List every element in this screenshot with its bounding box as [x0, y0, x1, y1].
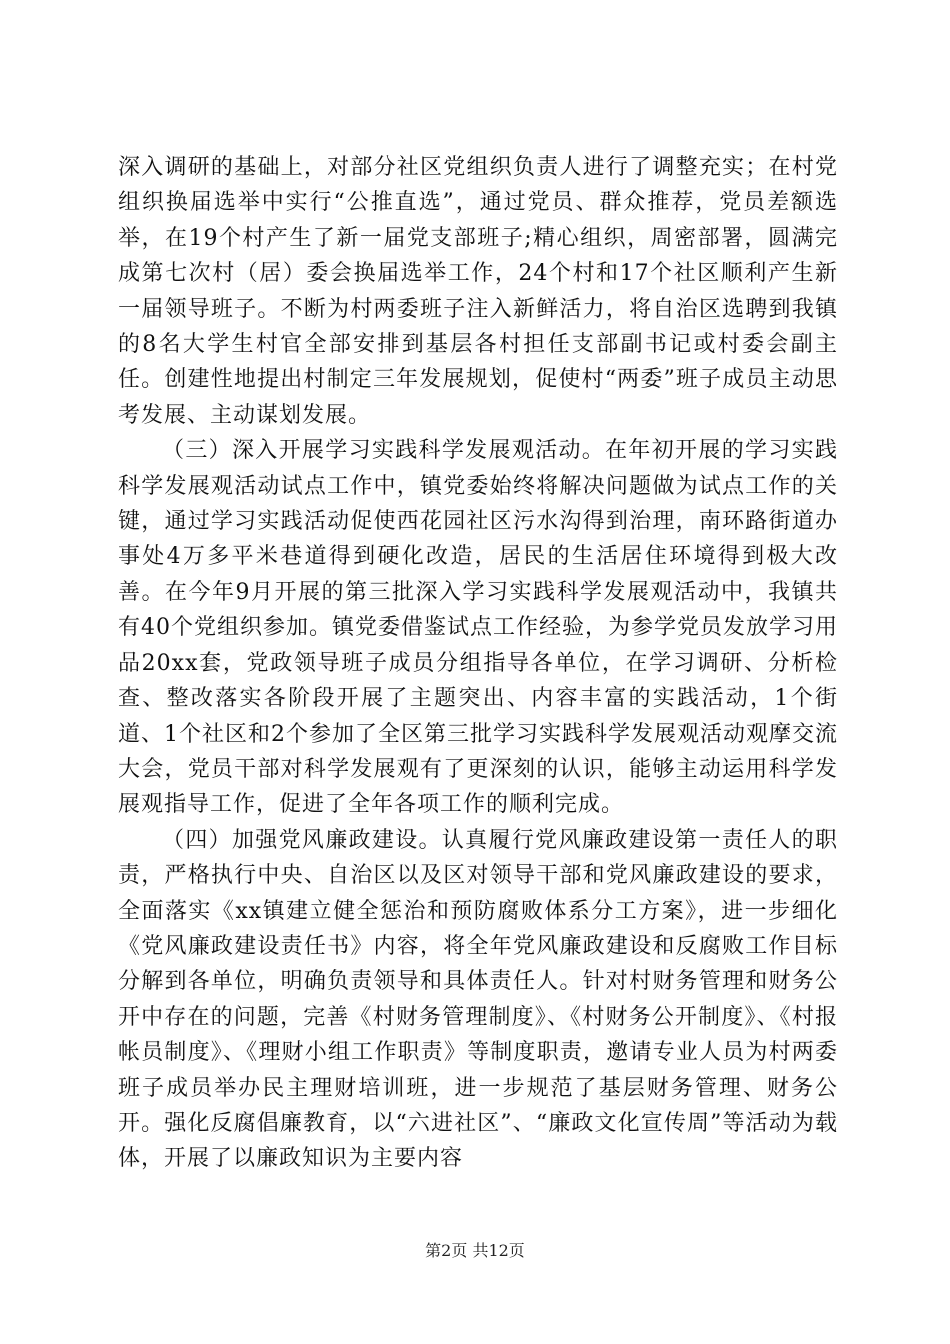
- paragraph-section-four: （四）加强党风廉政建设。认真履行党风廉政建设第一责任人的职责，严格执行中央、自治区以及区对领导干部和党风廉政建设的要求，全面落实《xx镇建立健全惩治和预防腐败体系分工方案》，进一步细化《党风廉政建设责任书》内容，将全年党风廉政建设和反腐败工作目标分解到各单位，明确负责领导和具体责任人。针对村财务管理和财务公开中存在的问题，完善《村财务管理制度》、《村财务公开制度》、《村报帐员制度》、《理财小组工作职责》等制度职责，邀请专业人员为村两委班子成员举办民主理财培训班，进一步规范了基层财务管理、财务公开。强化反腐倡廉教育，以“六进社区”、“廉政文化宣传周”等活动为载体，开展了以廉政知识为主要内容: [118, 827, 838, 1172]
- paragraph-section-three: （三）深入开展学习实践科学发展观活动。在年初开展的学习实践科学发展观活动试点工作中，镇党委始终将解决问题做为试点工作的关键，通过学习实践活动促使西花园社区污水沟得到治理，南环路街道办事处4万多平米巷道得到硬化改造，居民的生活居住环境得到极大改善。在今年9月开展的第三批深入学习实践科学发展观活动中，我镇共有40个党组织参加。镇党委借鉴试点工作经验，为参学党员发放学习用品20xx套，党政领导班子成员分组指导各单位，在学习调研、分析检查、整改落实各阶段开展了主题突出、内容丰富的实践活动，1个街道、1个社区和2个参加了全区第三批学习实践科学发展观活动观摩交流大会，党员干部对科学发展观有了更深刻的认识，能够主动运用科学发展观指导工作，促进了全年各项工作的顺利完成。: [118, 438, 838, 818]
- paragraph-continuation: 深入调研的基础上，对部分社区党组织负责人进行了调整充实；在村党组织换届选举中实行“公推直选”，通过党员、群众推荐，党员差额选举，在19个村产生了新一届党支部班子;精心组织，周密部署，圆满完成第七次村（居）委会换届选举工作，24个村和17个社区顺利产生新一届领导班子。不断为村两委班子注入新鲜活力，将自治区选聘到我镇的8名大学生村官全部安排到基层各村担任支部副书记或村委会副主任。创建性地提出村制定三年发展规划，促使村“两委”班子成员主动思考发展、主动谋划发展。: [118, 155, 838, 428]
- document-body: [118, 150, 838, 1177]
- page-number-footer: 第2页 共12页: [425, 1241, 525, 1260]
